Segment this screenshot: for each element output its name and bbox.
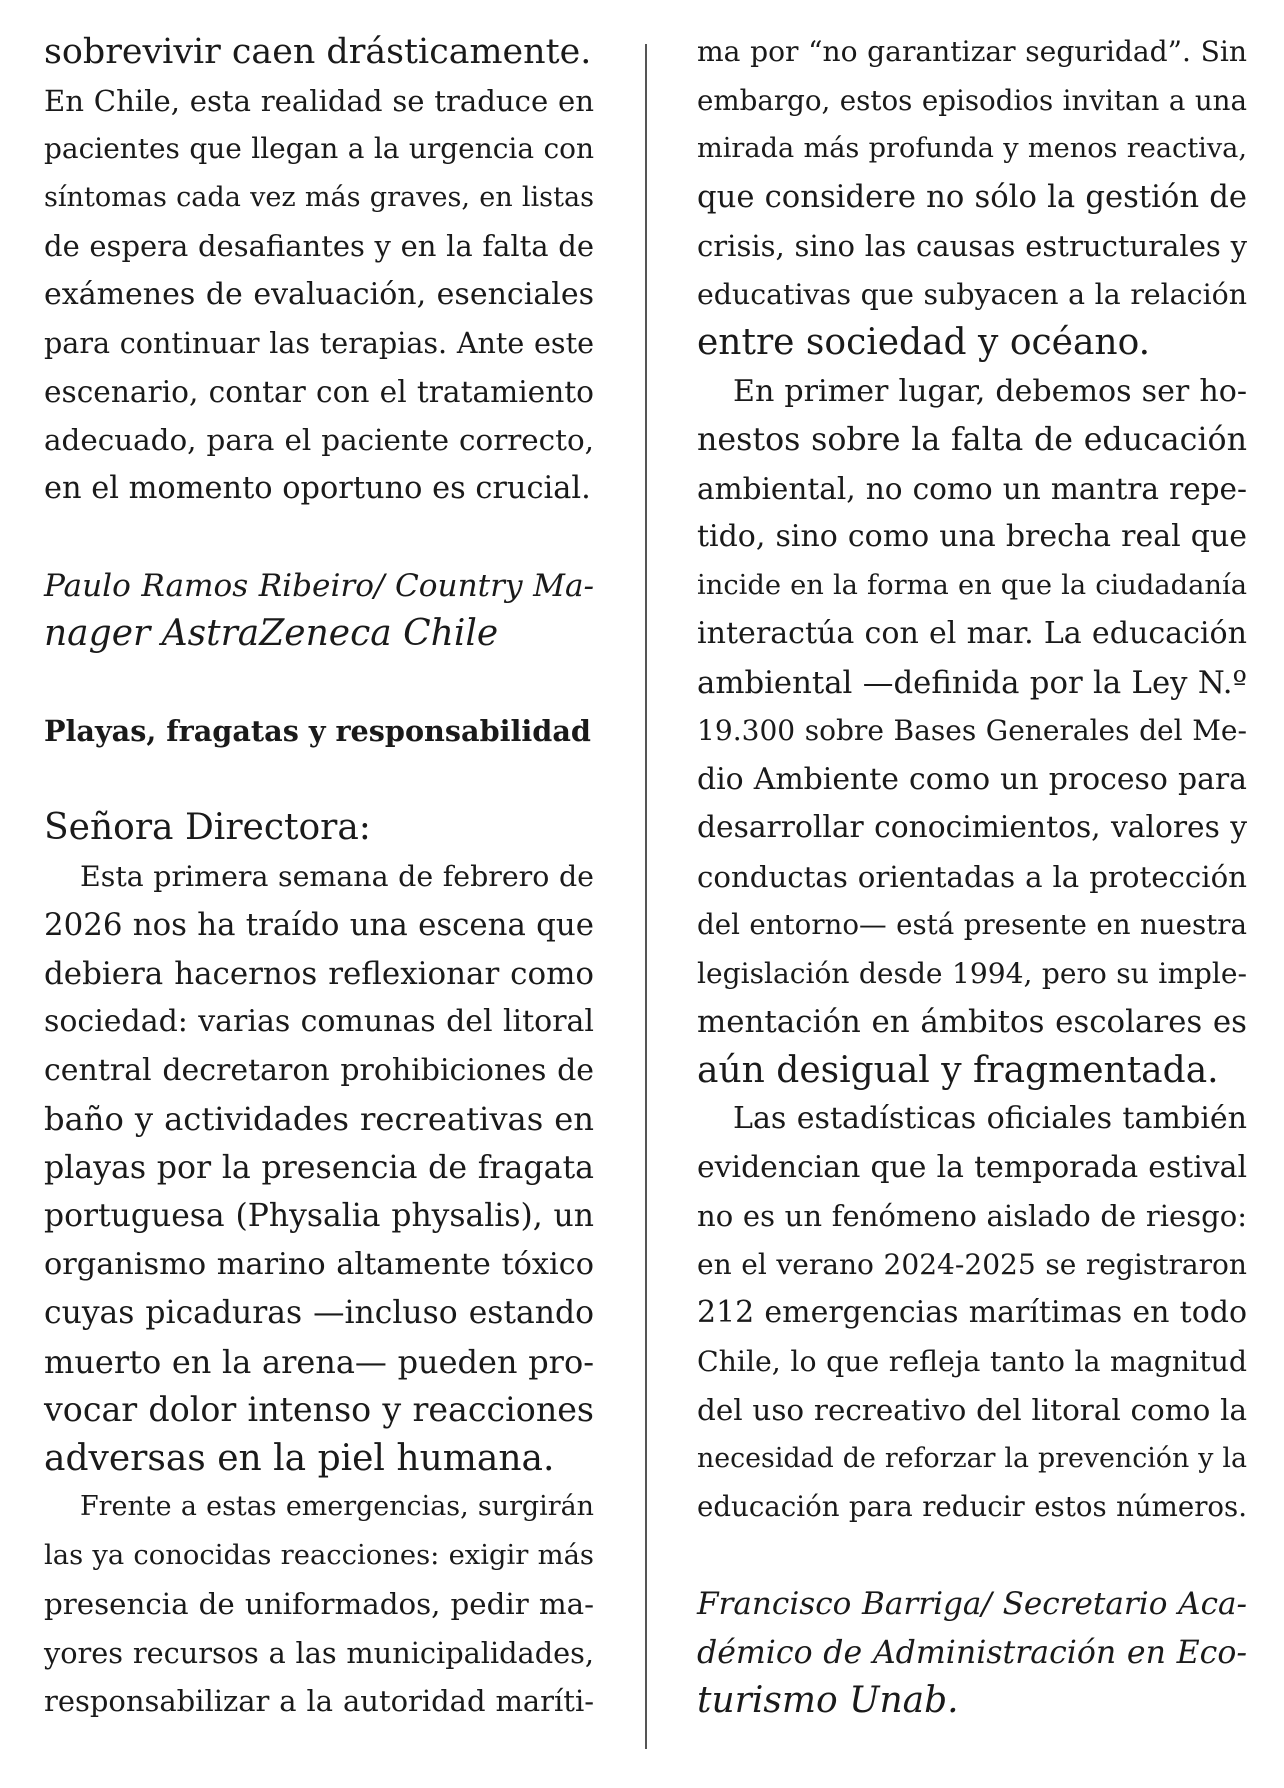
paragraph-4 xyxy=(697,1095,1247,1532)
text-line: 19.300 sobre Bases Generales del Me- xyxy=(697,714,1247,747)
text-line: adecuado, para el paciente correcto, xyxy=(44,423,594,457)
text-line: en el verano 2024-2025 se registraron xyxy=(697,1247,1247,1281)
text-line: para continuar las terapias. Ante este xyxy=(44,326,594,360)
text-line: embargo, estos episodios invitan a una xyxy=(697,83,1247,117)
text-line: que considere no sólo la gestión de xyxy=(697,179,1247,215)
text-line: en el momento oportuno es crucial. xyxy=(44,470,591,506)
text-line: Frente a estas emergencias, surgirán xyxy=(80,1491,594,1522)
signature-line: démico de Administración en Eco- xyxy=(697,1634,1247,1671)
text-line: adversas en la piel humana. xyxy=(44,1437,555,1479)
text-line: Las estadísticas oficiales también xyxy=(733,1101,1247,1136)
text-line: mentación en ámbitos escolares es xyxy=(697,1004,1247,1040)
text-line: exámenes de evaluación, esenciales xyxy=(44,276,594,312)
text-line: del uso recreativo del litoral como la xyxy=(697,1393,1247,1427)
right-column xyxy=(697,28,1247,1726)
text-line: de espera desafiantes y en la falta de xyxy=(44,229,594,263)
text-line: interactúa con el mar. La educación xyxy=(697,616,1247,651)
spacer xyxy=(697,1532,1247,1581)
text-line: nestos sobre la falta de educación xyxy=(697,422,1247,458)
text-line: no es un fenómeno aislado de riesgo: xyxy=(697,1199,1247,1233)
text-line: tido, sino como una brecha real que xyxy=(697,519,1247,554)
letter-heading: Playas, fragatas y responsabilidad xyxy=(44,714,591,748)
paragraph-2 xyxy=(44,1483,594,1726)
text-line: organismo marino altamente tóxico xyxy=(44,1246,594,1282)
text-line: conductas orientadas a la protección xyxy=(697,859,1247,894)
text-line: Chile, lo que refleja tanto la magnitud xyxy=(697,1344,1247,1378)
text-line: dio Ambiente como un proceso para xyxy=(697,761,1247,797)
text-line: evidencian que la temporada estival xyxy=(697,1149,1247,1185)
spacer xyxy=(44,659,594,708)
paragraph-1 xyxy=(44,853,594,1484)
text-line: Esta primera semana de febrero de xyxy=(80,859,594,893)
text-line: ambiental —definida por la Ley N.º xyxy=(697,664,1247,701)
text-line: ma por “no garantizar seguridad”. Sin xyxy=(697,35,1247,68)
text-line: muerto en la arena— pueden pro- xyxy=(44,1342,594,1381)
signature-line: Paulo Ramos Ribeiro/ Country Ma- xyxy=(44,567,594,604)
text-line: legislación desde 1994, pero su imple- xyxy=(697,956,1247,990)
text-line: pacientes que llegan a la urgencia con xyxy=(44,132,594,165)
text-line: vocar dolor intenso y reacciones xyxy=(44,1390,594,1429)
text-line: necesidad de reforzar la prevención y la xyxy=(697,1442,1247,1474)
text-line: escenario, contar con el tratamiento xyxy=(44,374,594,409)
text-line: las ya conocidas reacciones: exigir más xyxy=(44,1539,594,1571)
text-line: síntomas cada vez más graves, en listas xyxy=(44,181,594,213)
text-line: educativas que subyacen a la relación xyxy=(697,277,1247,311)
paragraph-3 xyxy=(697,368,1247,1096)
text-line: 2026 nos ha traído una escena que xyxy=(44,907,594,943)
text-line: sobrevivir caen drásticamente. xyxy=(44,32,592,72)
text-line: yores recursos a las municipalidades, xyxy=(44,1635,594,1670)
left-column xyxy=(44,28,594,1726)
text-line: En Chile, esta realidad se traduce en xyxy=(44,83,594,118)
column-divider xyxy=(645,44,647,1749)
signature-paulo-ramos xyxy=(44,562,594,659)
text-line: 212 emergencias marítimas en todo xyxy=(697,1295,1247,1330)
text-line: ambiental, no como un mantra repe- xyxy=(697,471,1247,506)
text-line: portuguesa (Physalia physalis), un xyxy=(44,1198,594,1234)
text-line: central decretaron prohibiciones de xyxy=(44,1052,594,1088)
text-line: responsabilizar a la autoridad maríti- xyxy=(44,1684,594,1718)
text-line: del entorno— está presente en nuestra xyxy=(697,908,1247,941)
text-line: baño y actividades recreativas en xyxy=(44,1100,594,1138)
text-line: incide en la forma en que la ciudadanía xyxy=(697,569,1247,601)
opening-paragraph xyxy=(44,28,594,513)
text-line: playas por la presencia de fragata xyxy=(44,1149,594,1186)
signature-line: nager AstraZeneca Chile xyxy=(44,613,499,654)
spacer xyxy=(44,756,594,805)
signature-line: Francisco Barriga/ Secretario Aca- xyxy=(697,1586,1247,1622)
text-line: mirada más profunda y menos reactiva, xyxy=(697,133,1247,164)
text-line: crisis, sino las causas estructurales y xyxy=(697,229,1247,263)
salutation: Señora Directora: xyxy=(44,807,371,848)
signature-francisco-barriga xyxy=(697,1580,1247,1726)
text-line: aún desigual y fragmentada. xyxy=(697,1049,1219,1091)
text-line: educación para reducir estos números. xyxy=(697,1490,1247,1523)
signature-line: turismo Unab. xyxy=(697,1680,959,1721)
text-line: En primer lugar, debemos ser ho- xyxy=(733,373,1247,409)
text-line: sociedad: varias comunas del litoral xyxy=(44,1004,594,1039)
paragraph-2-continued xyxy=(697,28,1247,368)
text-line: debiera hacernos reflexionar como xyxy=(44,955,594,992)
text-line: desarrollar conocimientos, valores y xyxy=(697,810,1247,845)
text-line: presencia de uniformados, pedir ma- xyxy=(44,1587,594,1621)
spacer xyxy=(44,513,594,562)
text-line: cuyas picaduras —incluso estando xyxy=(44,1295,594,1331)
text-line: entre sociedad y océano. xyxy=(697,322,1151,363)
